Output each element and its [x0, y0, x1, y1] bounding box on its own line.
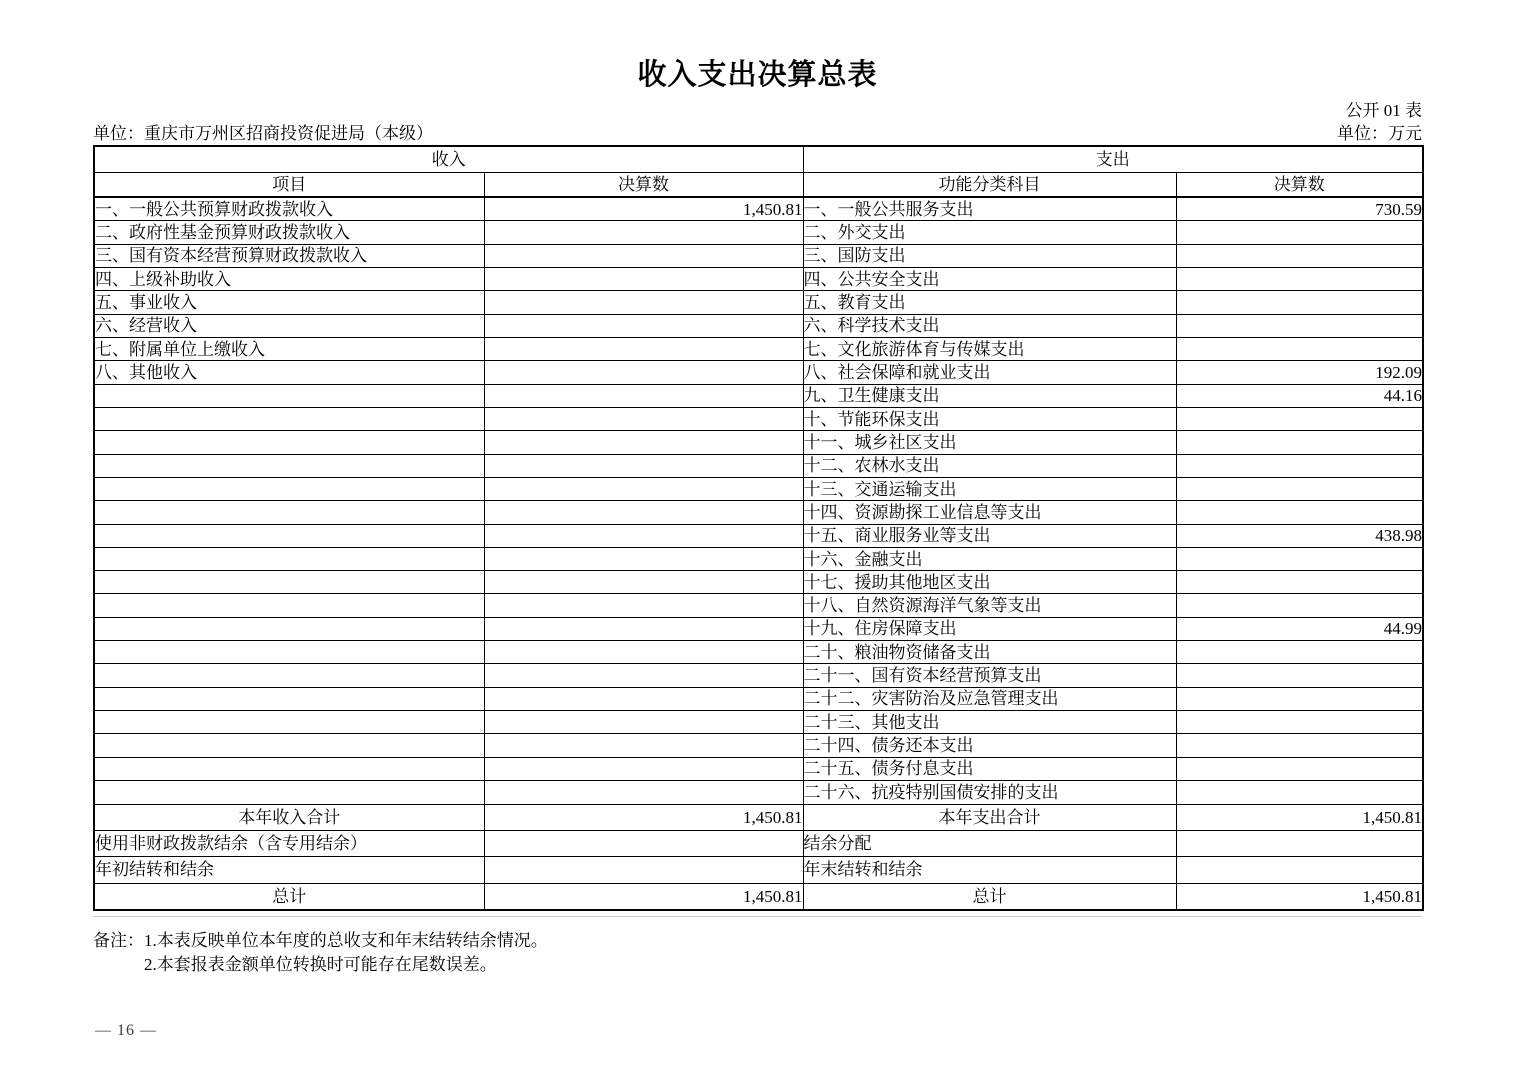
expense-amount-cell — [1176, 477, 1423, 500]
section-header-row — [94, 146, 1423, 172]
table-row — [94, 244, 1423, 267]
expense-item-cell: 二十四、债务还本支出 — [803, 734, 1176, 757]
income-amount-cell — [484, 617, 803, 640]
expense-amount-cell — [1176, 338, 1423, 361]
table-row — [94, 384, 1423, 407]
expense-amount-cell — [1176, 594, 1423, 617]
income-item-cell: 本年收入合计 — [94, 804, 484, 830]
income-item-cell — [94, 431, 484, 454]
income-item-cell — [94, 477, 484, 500]
table-row — [94, 477, 1423, 500]
expense-item-cell: 四、公共安全支出 — [803, 268, 1176, 291]
page-title: 收入支出决算总表 — [637, 59, 878, 91]
income-amount-cell — [484, 711, 803, 734]
table-row — [94, 883, 1423, 910]
income-amount-cell — [484, 244, 803, 267]
income-item-cell: 使用非财政拨款结余（含专用结余） — [94, 830, 484, 856]
income-amount-cell — [484, 687, 803, 710]
income-item-cell — [94, 454, 484, 477]
expense-item-cell: 二十三、其他支出 — [803, 711, 1176, 734]
expense-amount-cell — [1176, 757, 1423, 780]
table-row — [94, 314, 1423, 337]
income-amount-cell — [484, 407, 803, 430]
expense-item-cell: 二十二、灾害防治及应急管理支出 — [803, 687, 1176, 710]
income-amount-cell: 1,450.81 — [484, 883, 803, 910]
expense-amount-cell — [1176, 571, 1423, 594]
income-item-cell — [94, 734, 484, 757]
income-item-cell — [94, 617, 484, 640]
table-body — [94, 197, 1423, 910]
table-row — [94, 641, 1423, 664]
income-item-cell: 七、附属单位上缴收入 — [94, 338, 484, 361]
income-item-cell — [94, 384, 484, 407]
expense-amount-cell — [1176, 291, 1423, 314]
table-bottom-shadow — [93, 916, 1422, 917]
expense-item-cell: 十、节能环保支出 — [803, 407, 1176, 430]
expense-amount-cell — [1176, 431, 1423, 454]
table-row — [94, 431, 1423, 454]
expense-item-cell: 九、卫生健康支出 — [803, 384, 1176, 407]
notes-label: 备注： — [93, 931, 144, 950]
income-item-cell — [94, 780, 484, 804]
income-amount-cell — [484, 571, 803, 594]
expense-item-cell: 十三、交通运输支出 — [803, 477, 1176, 500]
expense-item-cell: 十八、自然资源海洋气象等支出 — [803, 594, 1176, 617]
expense-amount-header: 决算数 — [1176, 172, 1423, 197]
income-amount-cell — [484, 431, 803, 454]
expense-item-cell: 二十五、债务付息支出 — [803, 757, 1176, 780]
income-amount-cell — [484, 501, 803, 524]
income-amount-cell — [484, 664, 803, 687]
table-row — [94, 804, 1423, 830]
income-item-cell — [94, 594, 484, 617]
notes-body — [144, 929, 548, 977]
expense-amount-cell: 44.99 — [1176, 617, 1423, 640]
expense-item-cell: 十二、农林水支出 — [803, 454, 1176, 477]
income-amount-cell — [484, 856, 803, 883]
expense-amount-cell — [1176, 407, 1423, 430]
expense-amount-cell — [1176, 501, 1423, 524]
expense-item-cell: 结余分配 — [803, 830, 1176, 856]
expense-item-cell: 三、国防支出 — [803, 244, 1176, 267]
income-item-cell: 一、一般公共预算财政拨款收入 — [94, 197, 484, 221]
expense-amount-cell — [1176, 830, 1423, 856]
expense-item-cell: 六、科学技术支出 — [803, 314, 1176, 337]
expense-item-cell: 二十六、抗疫特别国债安排的支出 — [803, 780, 1176, 804]
income-item-cell — [94, 664, 484, 687]
income-item-cell: 二、政府性基金预算财政拨款收入 — [94, 221, 484, 244]
expense-item-cell: 十九、住房保障支出 — [803, 617, 1176, 640]
expense-item-cell: 十四、资源勘探工业信息等支出 — [803, 501, 1176, 524]
table-row — [94, 780, 1423, 804]
expense-amount-cell — [1176, 856, 1423, 883]
expense-amount-cell: 730.59 — [1176, 197, 1423, 221]
table-row — [94, 407, 1423, 430]
expense-item-cell: 十六、金融支出 — [803, 547, 1176, 570]
page-number: — 16 — — [95, 1022, 157, 1039]
expense-amount-cell — [1176, 664, 1423, 687]
income-item-cell: 三、国有资本经营预算财政拨款收入 — [94, 244, 484, 267]
expense-amount-cell — [1176, 314, 1423, 337]
income-amount-cell — [484, 757, 803, 780]
income-item-cell: 总计 — [94, 883, 484, 910]
income-item-cell — [94, 711, 484, 734]
expense-section-header: 支出 — [803, 146, 1423, 172]
expense-amount-cell: 438.98 — [1176, 524, 1423, 547]
income-amount-cell — [484, 734, 803, 757]
income-amount-cell — [484, 221, 803, 244]
income-amount-cell — [484, 780, 803, 804]
table-row — [94, 734, 1423, 757]
expense-item-cell: 二、外交支出 — [803, 221, 1176, 244]
expense-amount-cell — [1176, 734, 1423, 757]
expense-item-cell: 总计 — [803, 883, 1176, 910]
table-row — [94, 268, 1423, 291]
expense-item-cell: 年末结转和结余 — [803, 856, 1176, 883]
table-row — [94, 711, 1423, 734]
table-row — [94, 571, 1423, 594]
note-line: 1.本表反映单位本年度的总收支和年末结转结余情况。 — [144, 931, 548, 950]
expense-item-cell: 七、文化旅游体育与传媒支出 — [803, 338, 1176, 361]
expense-item-cell: 十一、城乡社区支出 — [803, 431, 1176, 454]
expense-amount-cell — [1176, 221, 1423, 244]
income-item-cell — [94, 407, 484, 430]
income-item-cell: 四、上级补助收入 — [94, 268, 484, 291]
income-item-cell — [94, 641, 484, 664]
income-amount-cell — [484, 384, 803, 407]
expense-item-cell: 五、教育支出 — [803, 291, 1176, 314]
expense-item-cell: 本年支出合计 — [803, 804, 1176, 830]
table-row — [94, 664, 1423, 687]
expense-item-cell: 二十一、国有资本经营预算支出 — [803, 664, 1176, 687]
table-row — [94, 338, 1423, 361]
income-item-cell: 八、其他收入 — [94, 361, 484, 384]
income-amount-cell — [484, 338, 803, 361]
income-amount-cell — [484, 594, 803, 617]
table-row — [94, 687, 1423, 710]
table-row — [94, 361, 1423, 384]
income-item-cell: 年初结转和结余 — [94, 856, 484, 883]
income-item-cell — [94, 687, 484, 710]
income-item-cell — [94, 524, 484, 547]
income-amount-cell — [484, 454, 803, 477]
table-row — [94, 856, 1423, 883]
income-amount-cell — [484, 361, 803, 384]
expense-amount-cell — [1176, 641, 1423, 664]
expense-amount-cell: 44.16 — [1176, 384, 1423, 407]
expense-amount-cell — [1176, 711, 1423, 734]
org-unit-label: 单位：重庆市万州区招商投资促进局（本级） — [93, 124, 433, 143]
table-code-label: 公开 01 表 — [1345, 101, 1422, 120]
income-amount-cell: 1,450.81 — [484, 804, 803, 830]
table-row — [94, 830, 1423, 856]
expense-amount-cell — [1176, 244, 1423, 267]
expense-amount-cell — [1176, 780, 1423, 804]
expense-amount-cell — [1176, 687, 1423, 710]
income-item-cell — [94, 501, 484, 524]
expense-item-cell: 十五、商业服务业等支出 — [803, 524, 1176, 547]
income-amount-cell — [484, 268, 803, 291]
income-section-header: 收入 — [94, 146, 803, 172]
income-amount-header: 决算数 — [484, 172, 803, 197]
note-line: 2.本套报表金额单位转换时可能存在尾数误差。 — [144, 955, 497, 974]
income-amount-cell — [484, 641, 803, 664]
income-amount-cell: 1,450.81 — [484, 197, 803, 221]
expense-item-cell: 八、社会保障和就业支出 — [803, 361, 1176, 384]
expense-item-header: 功能分类科目 — [803, 172, 1176, 197]
final-accounts-table — [93, 145, 1424, 911]
column-header-row — [94, 172, 1423, 197]
table-row — [94, 524, 1423, 547]
currency-unit-label: 单位：万元 — [1337, 124, 1422, 143]
income-item-cell: 六、经营收入 — [94, 314, 484, 337]
table-row — [94, 617, 1423, 640]
table-row — [94, 547, 1423, 570]
income-item-cell — [94, 547, 484, 570]
table-row — [94, 501, 1423, 524]
expense-item-cell: 二十、粮油物资储备支出 — [803, 641, 1176, 664]
income-item-cell — [94, 571, 484, 594]
income-amount-cell — [484, 291, 803, 314]
table-row — [94, 221, 1423, 244]
income-amount-cell — [484, 524, 803, 547]
income-item-cell — [94, 757, 484, 780]
table-row — [94, 291, 1423, 314]
expense-item-cell: 一、一般公共服务支出 — [803, 197, 1176, 221]
table-row — [94, 757, 1423, 780]
income-amount-cell — [484, 477, 803, 500]
expense-amount-cell — [1176, 547, 1423, 570]
table-row — [94, 197, 1423, 221]
notes — [93, 929, 548, 977]
table-row — [94, 454, 1423, 477]
expense-amount-cell: 1,450.81 — [1176, 883, 1423, 910]
expense-amount-cell — [1176, 268, 1423, 291]
expense-amount-cell: 192.09 — [1176, 361, 1423, 384]
table-row — [94, 594, 1423, 617]
income-amount-cell — [484, 547, 803, 570]
expense-amount-cell: 1,450.81 — [1176, 804, 1423, 830]
income-item-header: 项目 — [94, 172, 484, 197]
income-amount-cell — [484, 314, 803, 337]
expense-item-cell: 十七、援助其他地区支出 — [803, 571, 1176, 594]
expense-amount-cell — [1176, 454, 1423, 477]
income-amount-cell — [484, 830, 803, 856]
income-item-cell: 五、事业收入 — [94, 291, 484, 314]
